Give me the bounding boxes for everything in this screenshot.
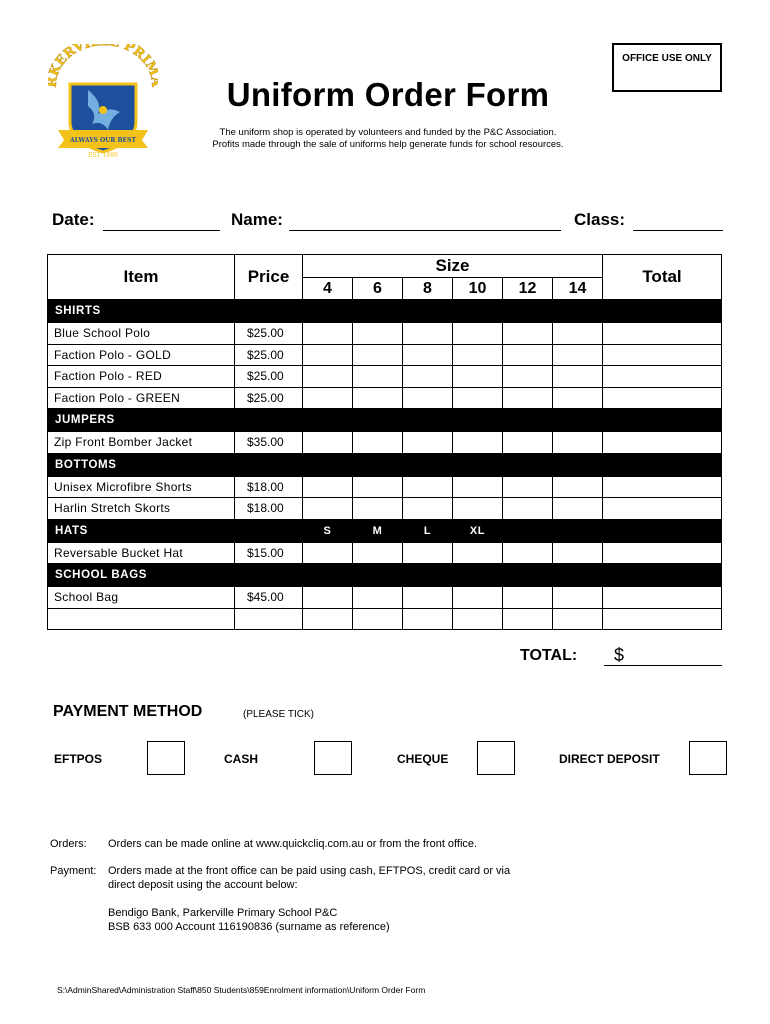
item-name: Unisex Microfibre Shorts (48, 476, 235, 498)
blank-cell[interactable] (48, 608, 235, 630)
page-title: Uniform Order Form (226, 76, 550, 113)
qty-cell[interactable] (303, 432, 353, 454)
header-total: Total (603, 255, 722, 300)
item-name: Blue School Polo (48, 323, 235, 345)
payment-option-eftpos: EFTPOS (54, 752, 103, 766)
orders-text: Orders can be made online at www.quickcliq.com.au or from the front office. (108, 838, 478, 850)
item-price: $25.00 (235, 387, 303, 409)
hat-size-header: S (303, 519, 353, 542)
qty-cell[interactable] (403, 587, 453, 609)
qty-cell[interactable] (353, 323, 403, 345)
qty-cell[interactable] (503, 608, 553, 630)
qty-cell[interactable] (453, 387, 503, 409)
item-price: $18.00 (235, 476, 303, 498)
qty-cell[interactable] (503, 323, 553, 345)
qty-cell[interactable] (353, 432, 403, 454)
size-header: 14 (553, 278, 603, 300)
table-row (48, 498, 722, 520)
table-row (48, 387, 722, 409)
header-price: Price (235, 255, 303, 300)
item-price: $25.00 (235, 323, 303, 345)
payment-method-title: PAYMENT METHOD (53, 703, 203, 720)
item-price: $25.00 (235, 366, 303, 388)
total-label: TOTAL: (520, 647, 578, 664)
qty-cell[interactable] (503, 387, 553, 409)
qty-cell[interactable] (453, 476, 503, 498)
table-row (48, 323, 722, 345)
hat-header-filler (503, 519, 722, 542)
qty-cell[interactable] (553, 432, 603, 454)
qty-cell[interactable] (403, 608, 453, 630)
item-name: School Bag (48, 587, 235, 609)
size-header: 10 (453, 278, 503, 300)
row-total-cell[interactable] (603, 587, 722, 609)
table-row (48, 476, 722, 498)
subtitle-line-2: Profits made through the sale of uniforms help generate funds for school resources. (212, 139, 564, 150)
qty-cell[interactable] (303, 587, 353, 609)
cheque-checkbox[interactable] (477, 741, 515, 775)
qty-cell[interactable] (553, 323, 603, 345)
row-total-cell[interactable] (603, 542, 722, 564)
qty-cell[interactable] (403, 542, 453, 564)
hat-size-header: XL (453, 519, 503, 542)
qty-cell[interactable] (503, 344, 553, 366)
qty-cell[interactable] (303, 323, 353, 345)
row-total-cell[interactable] (603, 323, 722, 345)
item-price: $18.00 (235, 498, 303, 520)
date-label: Date: (52, 210, 95, 229)
size-header: 12 (503, 278, 553, 300)
order-table (47, 254, 722, 630)
qty-cell[interactable] (353, 608, 403, 630)
qty-cell[interactable] (403, 476, 453, 498)
orders-label: Orders: (50, 838, 87, 850)
table-row (48, 432, 722, 454)
row-total-cell[interactable] (603, 608, 722, 630)
item-price: $25.00 (235, 344, 303, 366)
qty-cell[interactable] (303, 387, 353, 409)
qty-cell[interactable] (353, 476, 403, 498)
qty-cell[interactable] (453, 608, 503, 630)
total-currency: $ (614, 645, 625, 665)
qty-cell[interactable] (303, 476, 353, 498)
qty-cell[interactable] (453, 323, 503, 345)
qty-cell[interactable] (503, 498, 553, 520)
qty-cell[interactable] (303, 498, 353, 520)
item-price: $45.00 (235, 587, 303, 609)
row-total-cell[interactable] (603, 432, 722, 454)
date-field[interactable] (103, 230, 220, 231)
table-row (48, 344, 722, 366)
item-price: $35.00 (235, 432, 303, 454)
cash-checkbox[interactable] (314, 741, 352, 775)
office-use-box: OFFICE USE ONLY (612, 43, 722, 92)
size-header: 8 (403, 278, 453, 300)
qty-cell[interactable] (453, 587, 503, 609)
qty-cell[interactable] (303, 608, 353, 630)
qty-cell[interactable] (403, 498, 453, 520)
qty-cell[interactable] (553, 344, 603, 366)
payment-option-cheque: CHEQUE (397, 752, 449, 766)
qty-cell[interactable] (403, 323, 453, 345)
qty-cell[interactable] (353, 498, 403, 520)
category-shirts: SHIRTS (48, 300, 722, 323)
category-hats: HATS (48, 519, 303, 542)
item-name: Harlin Stretch Skorts (48, 498, 235, 520)
item-price: $15.00 (235, 542, 303, 564)
qty-cell[interactable] (453, 432, 503, 454)
direct-deposit-checkbox[interactable] (689, 741, 727, 775)
qty-cell[interactable] (303, 542, 353, 564)
qty-cell[interactable] (553, 587, 603, 609)
logo-school-name: KERVI PRI (48, 44, 154, 79)
file-path-footer: S:\AdminShared\Administration Staff\850 Students\859Enrolment information\Uniform Order Form (57, 985, 426, 995)
item-name: Faction Polo - GREEN (48, 387, 235, 409)
qty-cell[interactable] (553, 498, 603, 520)
category-bottoms: BOTTOMS (48, 453, 722, 476)
item-name: Reversable Bucket Hat (48, 542, 235, 564)
qty-cell[interactable] (503, 587, 553, 609)
payment-label: Payment: (50, 865, 97, 877)
header-size: Size (303, 255, 603, 278)
row-total-cell[interactable] (603, 387, 722, 409)
row-total-cell[interactable] (603, 498, 722, 520)
payment-text-line-1: Orders made at the front office can be paid using cash, EFTPOS, credit card or via (108, 865, 511, 877)
row-total-cell[interactable] (603, 366, 722, 388)
qty-cell[interactable] (353, 344, 403, 366)
qty-cell[interactable] (503, 476, 553, 498)
logo-established: EST 1899 (88, 152, 118, 159)
header-item: Item (48, 255, 235, 300)
qty-cell[interactable] (503, 542, 553, 564)
subtitle-line-1: The uniform shop is operated by volunteers and funded by the P&C Association. (219, 127, 557, 138)
table-row (48, 587, 722, 609)
qty-cell[interactable] (453, 498, 503, 520)
hat-size-header: M (353, 519, 403, 542)
qty-cell[interactable] (453, 542, 503, 564)
item-name: Zip Front Bomber Jacket (48, 432, 235, 454)
eftpos-checkbox[interactable] (147, 741, 185, 775)
qty-cell[interactable] (303, 344, 353, 366)
total-field[interactable] (604, 665, 722, 666)
bank-line-2: BSB 633 000 Account 116190836 (surname as reference) (108, 921, 390, 933)
qty-cell[interactable] (403, 366, 453, 388)
qty-cell[interactable] (553, 387, 603, 409)
payment-text-line-2: direct deposit using the account below: (108, 879, 298, 891)
qty-cell[interactable] (353, 366, 403, 388)
class-label: Class: (574, 210, 626, 229)
subtitle (0, 127, 770, 151)
item-name: Faction Polo - GOLD (48, 344, 235, 366)
qty-cell[interactable] (503, 432, 553, 454)
row-total-cell[interactable] (603, 344, 722, 366)
name-label: Name: (231, 210, 283, 229)
qty-cell[interactable] (353, 587, 403, 609)
qty-cell[interactable] (353, 542, 403, 564)
name-field[interactable] (289, 230, 561, 231)
qty-cell[interactable] (353, 387, 403, 409)
table-row (48, 366, 722, 388)
qty-cell[interactable] (553, 608, 603, 630)
category-jumpers: JUMPERS (48, 409, 722, 432)
qty-cell[interactable] (553, 476, 603, 498)
qty-cell[interactable] (403, 387, 453, 409)
payment-instruction: (PLEASE TICK) (243, 709, 314, 720)
blank-cell[interactable] (235, 608, 303, 630)
item-name: Faction Polo - RED (48, 366, 235, 388)
payment-option-direct-deposit: DIRECT DEPOSIT (559, 752, 660, 766)
qty-cell[interactable] (553, 542, 603, 564)
bank-line-1: Bendigo Bank, Parkerville Primary School P&C (108, 907, 338, 919)
size-header: 4 (303, 278, 353, 300)
qty-cell[interactable] (553, 366, 603, 388)
category-school-bags: SCHOOL BAGS (48, 564, 722, 587)
table-row-blank (48, 608, 722, 630)
row-total-cell[interactable] (603, 476, 722, 498)
qty-cell[interactable] (303, 366, 353, 388)
qty-cell[interactable] (403, 432, 453, 454)
qty-cell[interactable] (403, 344, 453, 366)
size-header: 6 (353, 278, 403, 300)
qty-cell[interactable] (503, 366, 553, 388)
payment-option-cash: CASH (224, 752, 259, 766)
class-field[interactable] (633, 230, 723, 231)
qty-cell[interactable] (453, 366, 503, 388)
table-row (48, 542, 722, 564)
qty-cell[interactable] (453, 344, 503, 366)
hat-size-header: L (403, 519, 453, 542)
logo-motto: ALWAYS OUR BEST (70, 137, 136, 144)
